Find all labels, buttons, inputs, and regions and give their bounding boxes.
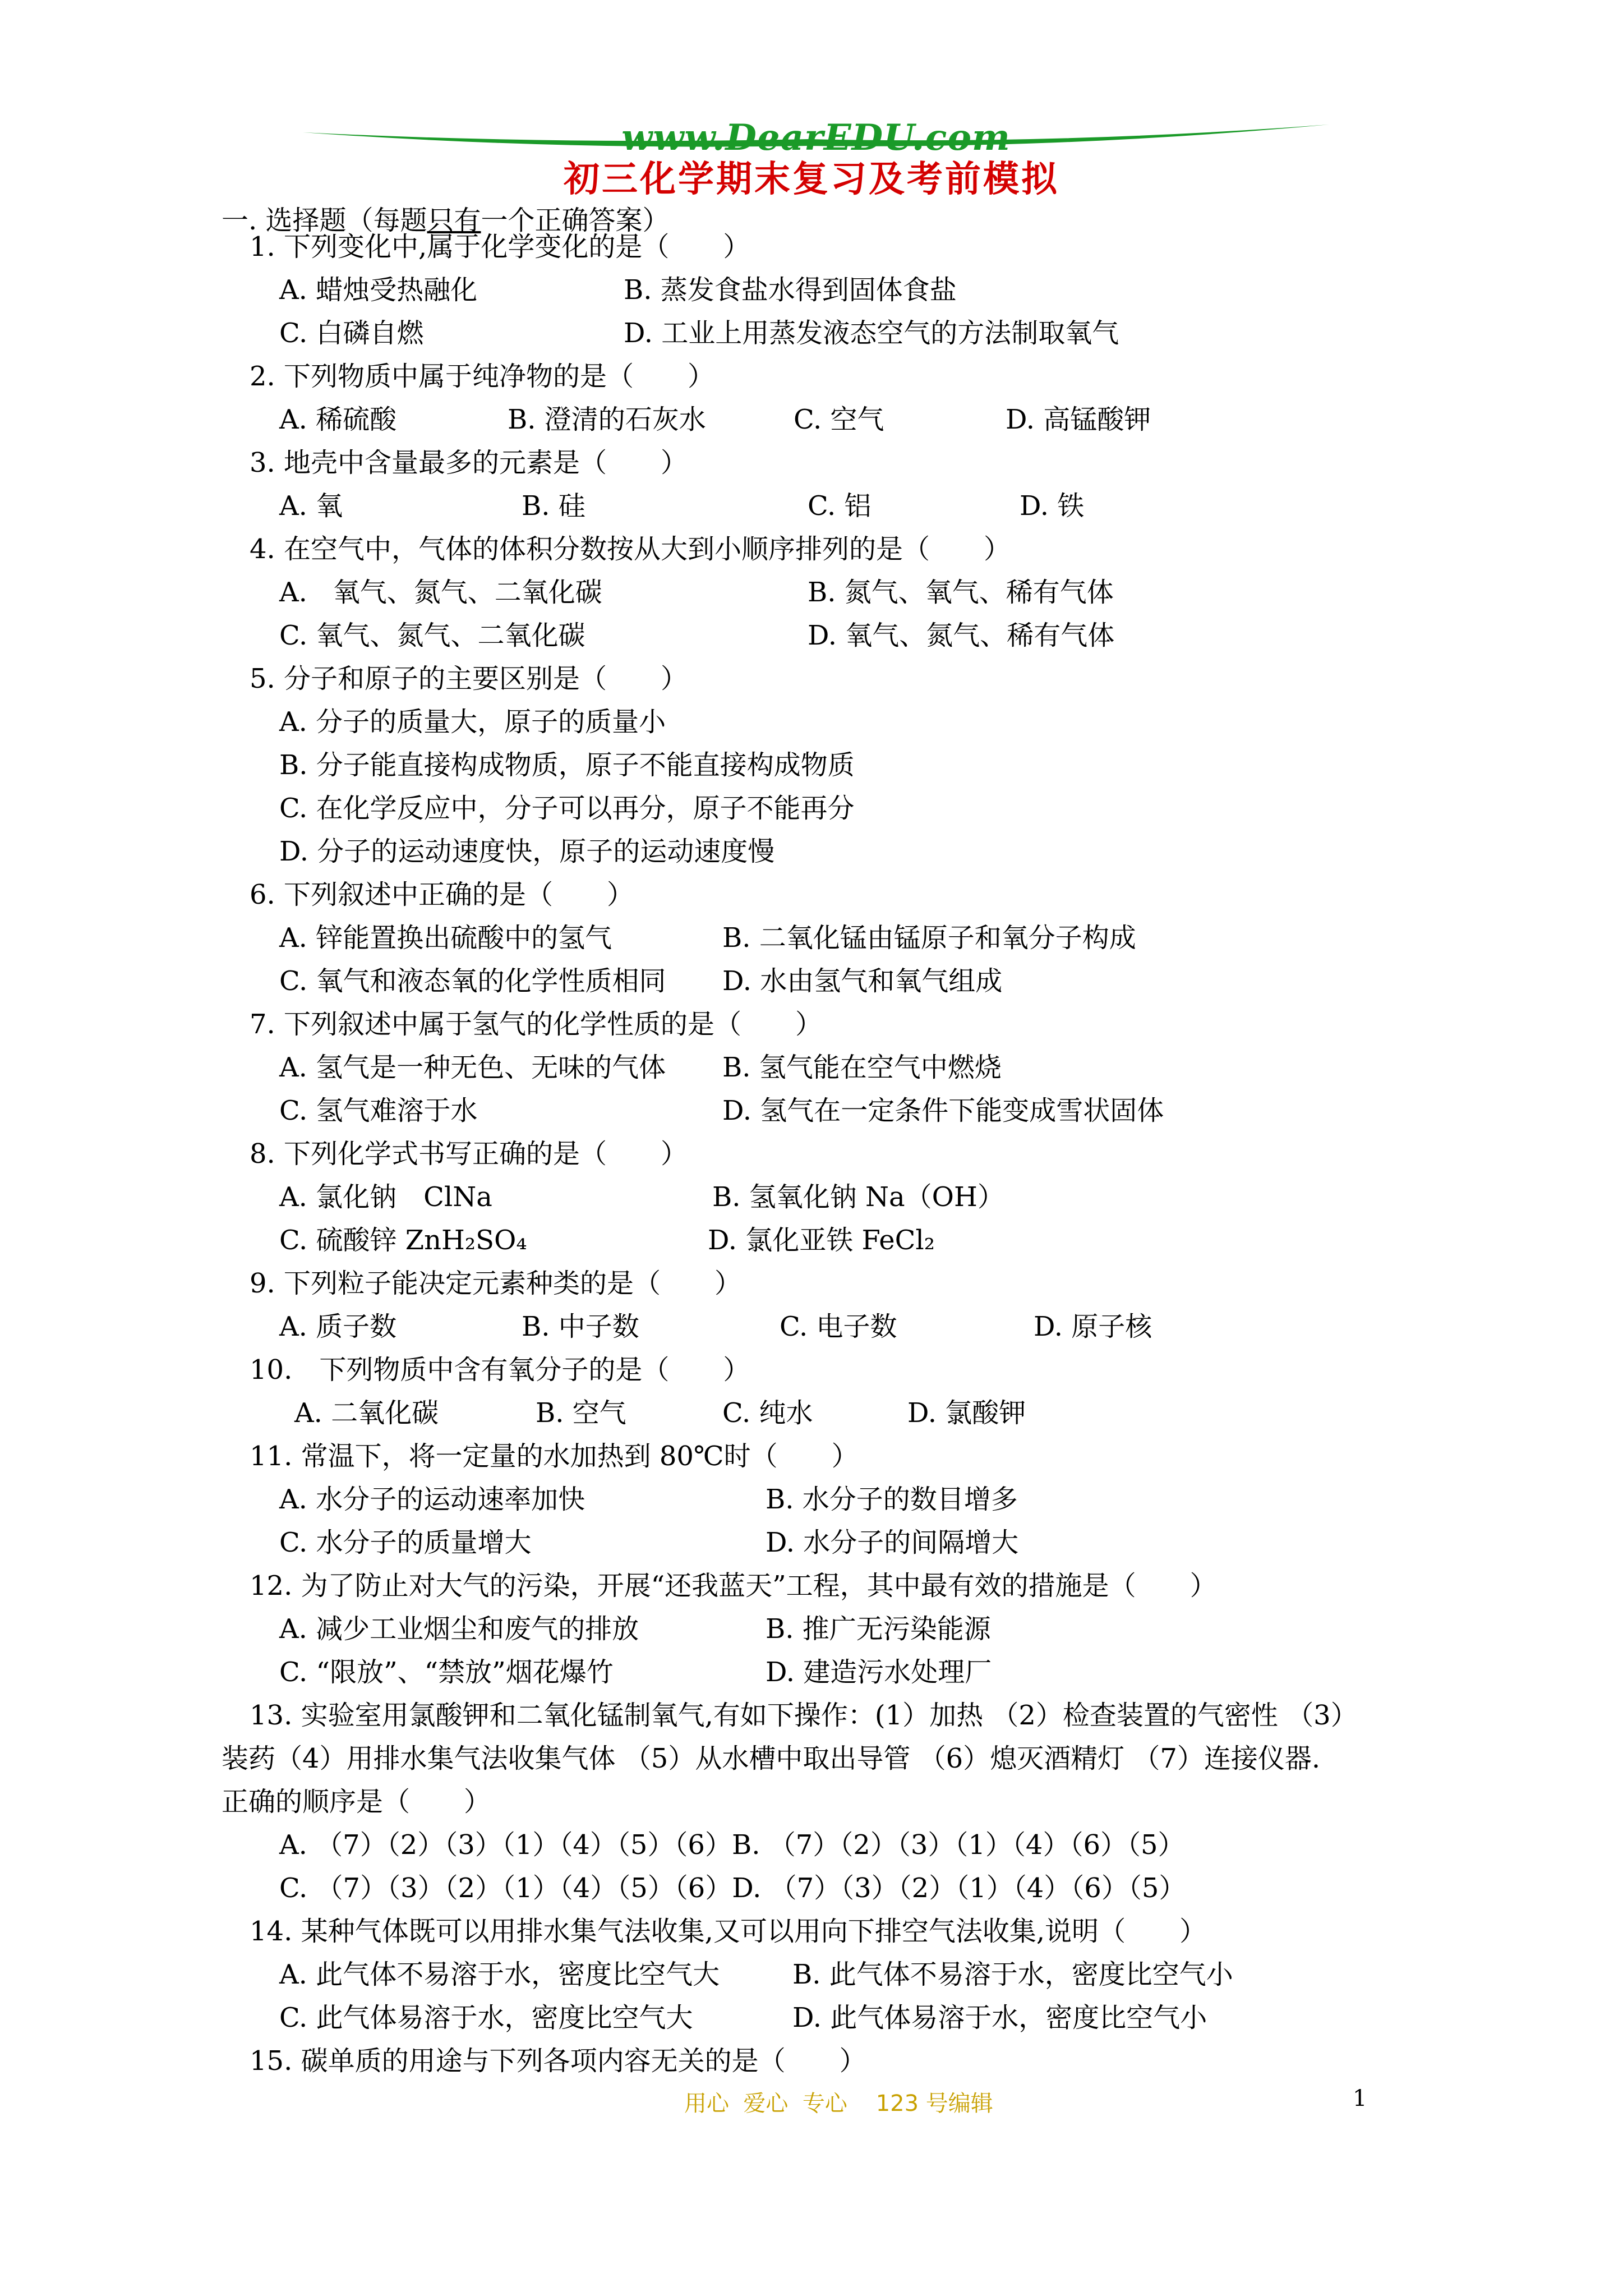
question-line: 2. 下列物质中属于纯净物的是（ ） — [250, 361, 715, 392]
question-line: D. 此气体易溶于水，密度比空气小 — [792, 2002, 1207, 2033]
question-line: D. 分子的运动速度快，原子的运动速度慢 — [279, 836, 775, 867]
question-line: D. 高锰酸钾 — [1006, 404, 1151, 435]
question-line: B. 分子能直接构成物质，原子不能直接构成物质 — [279, 749, 855, 781]
question-line: D. 氧气、氮气、稀有气体 — [808, 620, 1115, 651]
question-line: A. 分子的质量大，原子的质量小 — [279, 706, 666, 738]
question-line: B. 推广无污染能源 — [766, 1613, 991, 1645]
question-line: 1. 下列变化中,属于化学变化的是（ ） — [250, 231, 750, 263]
question-line: B. 此气体不易溶于水，密度比空气小 — [792, 1959, 1233, 1990]
question-line: D. 氢气在一定条件下能变成雪状固体 — [722, 1095, 1164, 1126]
question-line: 4. 在空气中，气体的体积分数按从大到小顺序排列的是（ ） — [250, 533, 1011, 565]
question-line: A. 稀硫酸 — [279, 404, 397, 435]
question-line: 14. 某种气体既可以用排水集气法收集,又可以用向下排空气法收集,说明（ ） — [250, 1916, 1207, 1947]
question-line: B. 二氧化锰由锰原子和氧分子构成 — [722, 922, 1136, 954]
question-line: 8. 下列化学式书写正确的是（ ） — [250, 1138, 688, 1170]
question-line: B. 中子数 — [522, 1311, 639, 1342]
question-line: C. 此气体易溶于水，密度比空气大 — [279, 2002, 693, 2033]
question-line: 15. 碳单质的用途与下列各项内容无关的是（ ） — [250, 2045, 866, 2077]
question-line: C. 电子数 — [780, 1311, 897, 1342]
question-line: B. 氮气、氧气、稀有气体 — [808, 577, 1114, 608]
question-line: B. 澄清的石灰水 — [508, 404, 706, 435]
question-line: C. 铝 — [808, 490, 872, 522]
question-line: C. 氧气和液态氧的化学性质相同 — [279, 965, 666, 997]
question-line: 正确的顺序是（ ） — [222, 1786, 491, 1818]
question-line: D. 工业上用蒸发液态空气的方法制取氧气 — [624, 318, 1119, 349]
question-line: 3. 地壳中含量最多的元素是（ ） — [250, 447, 688, 478]
question-line: B. 氢氧化钠 Na（OH） — [712, 1181, 1004, 1213]
section-heading-underlined: 只有 — [427, 205, 481, 236]
site-url[interactable]: www.DearEDU.com — [621, 117, 1011, 159]
question-line: A. 减少工业烟尘和废气的排放 — [279, 1613, 639, 1645]
question-line: D. 铁 — [1020, 490, 1085, 522]
question-line: D. 水分子的间隔增大 — [766, 1527, 1019, 1558]
page-number: 1 — [1353, 2086, 1367, 2111]
question-line: A. 质子数 — [279, 1311, 397, 1342]
question-line: C. 水分子的质量增大 — [279, 1527, 532, 1558]
question-line: D. 建造污水处理厂 — [766, 1657, 992, 1688]
question-line: A. （7）（2）（3）（1）（4）（5）（6）B. （7）（2）（3）（1）（4）（6）（5） — [279, 1829, 1185, 1861]
question-line: B. 空气 — [536, 1397, 626, 1429]
question-line: A. 氢气是一种无色、无味的气体 — [279, 1052, 666, 1083]
question-line: C. 在化学反应中，分子可以再分，原子不能再分 — [279, 793, 855, 824]
question-line: 11. 常温下，将一定量的水加热到 80℃时（ ） — [250, 1441, 859, 1472]
page-title: 初三化学期末复习及考前模拟 — [564, 159, 1059, 200]
question-line: A. 氧 — [279, 490, 343, 522]
question-line: A. 锌能置换出硫酸中的氢气 — [279, 922, 612, 954]
question-line: C. “限放”、“禁放”烟花爆竹 — [279, 1657, 614, 1688]
question-line: B. 氢气能在空气中燃烧 — [722, 1052, 1002, 1083]
question-line: C. （7）（3）（2）（1）（4）（5）（6）D. （7）（3）（2）（1）（4）（6）（5） — [279, 1872, 1186, 1904]
question-line: A. 氧气、氮气、二氧化碳 — [279, 577, 602, 608]
question-line: D. 水由氢气和氧气组成 — [722, 965, 1003, 997]
question-line: D. 氯酸钾 — [907, 1397, 1026, 1429]
question-line: 6. 下列叙述中正确的是（ ） — [250, 879, 634, 910]
question-line: A. 此气体不易溶于水，密度比空气大 — [279, 1959, 720, 1990]
question-line: B. 水分子的数目增多 — [766, 1484, 1018, 1515]
question-line: A. 二氧化碳 — [294, 1397, 439, 1429]
question-line: C. 白磷自燃 — [279, 318, 424, 349]
question-line: D. 原子核 — [1034, 1311, 1152, 1342]
question-line: 7. 下列叙述中属于氢气的化学性质的是（ ） — [250, 1009, 823, 1040]
question-line: C. 氢气难溶于水 — [279, 1095, 478, 1126]
question-line: B. 硅 — [522, 490, 585, 522]
question-line: C. 纯水 — [722, 1397, 813, 1429]
question-line: 13. 实验室用氯酸钾和二氧化锰制氧气,有如下操作：(1）加热 （2）检查装置的气密性 （3） — [250, 1700, 1358, 1731]
question-line: 装药（4）用排水集气法收集气体 （5）从水槽中取出导管 （6）熄灭酒精灯 （7）连接仪器. — [222, 1743, 1321, 1774]
question-line: C. 硫酸锌 ZnH₂SO₄ — [279, 1225, 527, 1256]
question-line: C. 空气 — [794, 404, 884, 435]
question-line: D. 氯化亚铁 FeCl₂ — [708, 1225, 935, 1256]
question-line: B. 蒸发食盐水得到固体食盐 — [624, 274, 957, 306]
footer-credit: 用心 爱心 专心 123 号编辑 — [684, 2091, 993, 2116]
question-line: A. 氯化钠 ClNa — [279, 1181, 492, 1213]
question-line: 9. 下列粒子能决定元素种类的是（ ） — [250, 1268, 742, 1299]
question-line: A. 蜡烛受热融化 — [279, 274, 478, 306]
question-line: 5. 分子和原子的主要区别是（ ） — [250, 663, 688, 694]
question-line: 12. 为了防止对大气的污染，开展“还我蓝天”工程，其中最有效的措施是（ ） — [250, 1570, 1217, 1602]
question-line: C. 氧气、氮气、二氧化碳 — [279, 620, 585, 651]
section-heading-suffix: 一个正确答案） — [481, 205, 670, 236]
section-heading-prefix: 一. 选择题（每题 — [222, 205, 427, 236]
question-line: A. 水分子的运动速率加快 — [279, 1484, 585, 1515]
question-line: 10. 下列物质中含有氧分子的是（ ） — [250, 1354, 750, 1386]
